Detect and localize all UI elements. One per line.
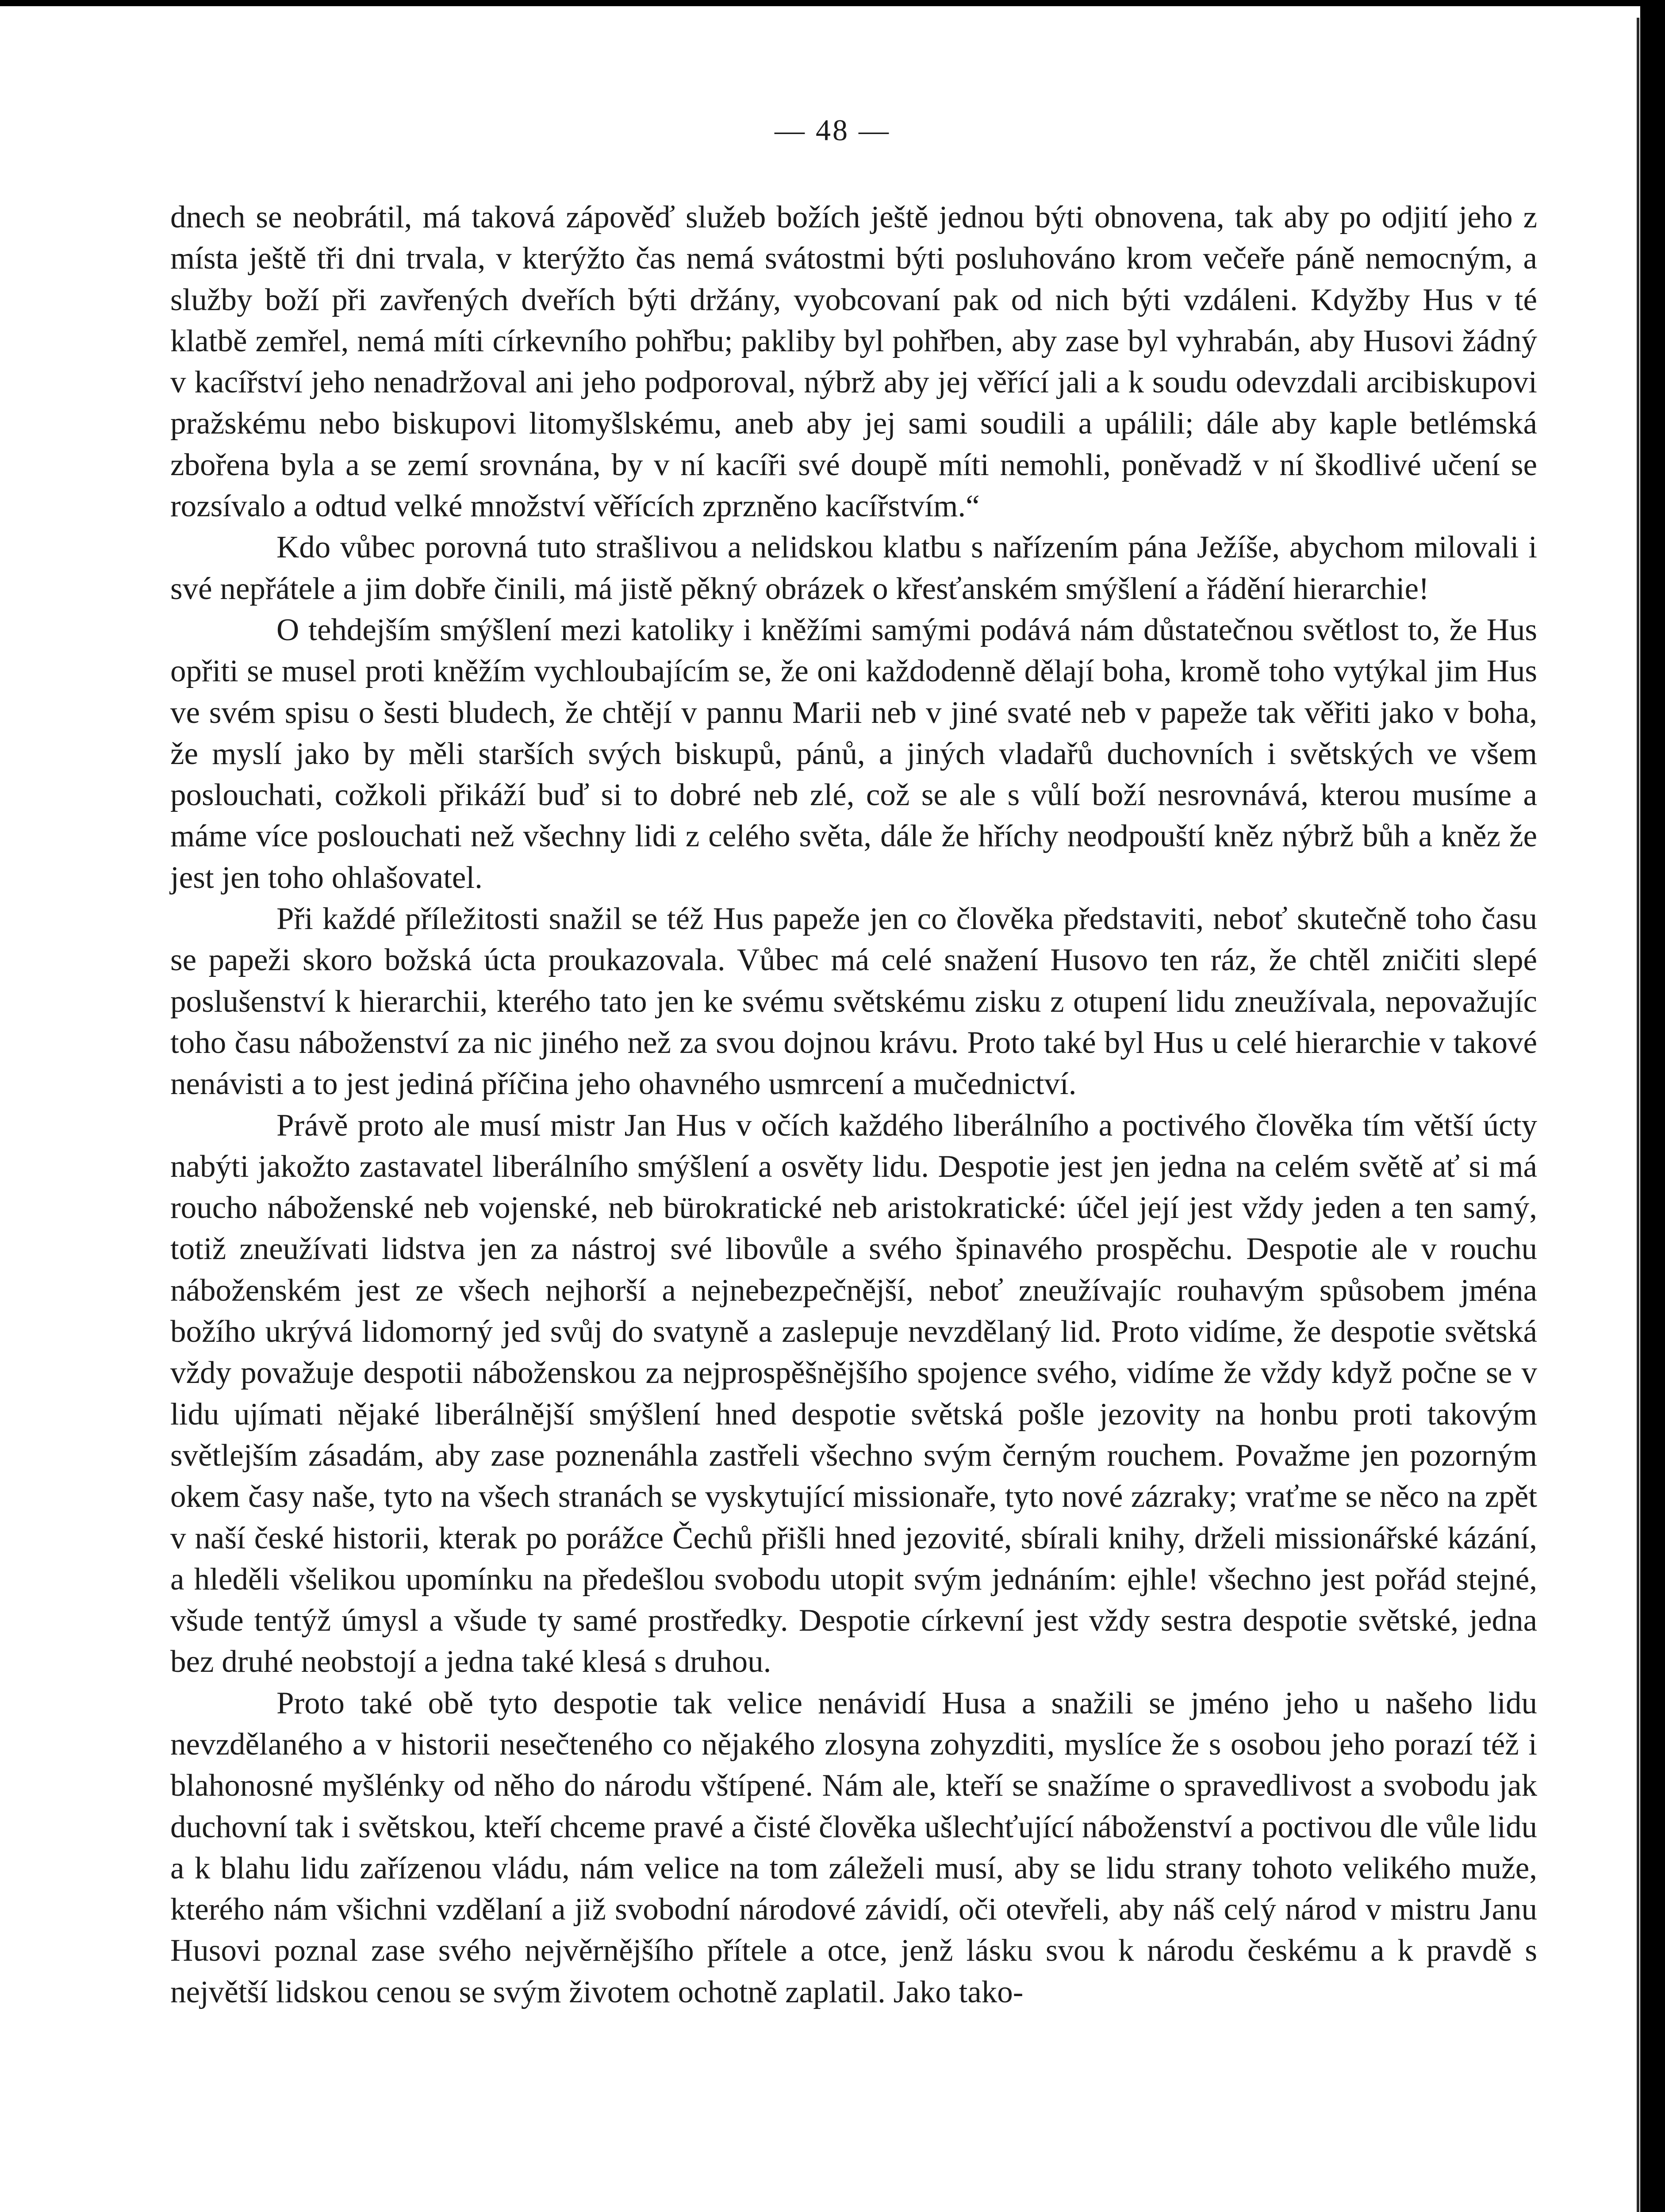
paragraph-4: Při každé příležitosti snažil se též Hus papeže jen co člověka představiti, neboť skutečně toho času se papeži skoro božská úcta proukazovala. Vůbec má celé snažení Husovo ten ráz, že chtěl zničiti slepé poslušenství k hierarchii, kterého tato jen ke svému světskému zisku z otupení lidu zneužívala, nepovažujíc toho času náboženství za nic jiného než za svou dojnou krávu. Proto také byl Hus u celé hierarchie v takové nenávisti a to jest jediná příčina jeho ohavného usmrcení a mučednictví. [170, 902, 1537, 1102]
scan-gutter-line [1637, 18, 1639, 2212]
scan-top-edge [0, 0, 1665, 6]
paragraph-6: Proto také obě tyto despotie tak velice nenávidí Husa a snažili se jméno jeho u našeho lidu nevzdělaného a v historii nesečteného co nějakého zlosyna zohyzditi, myslíce že s osobou jeho porazí též i blahonosné myšlénky od něho do národu vštípené. Nám ale, kteří se snažíme o spravedlivost a svobodu jak duchovní tak i světskou, kteří chceme pravé a čisté člověka ušlechťující náboženství a poctivou dle vůle lidu a k blahu lidu zařízenou vládu, nám velice na tom záleželi musí, aby se lidu strany tohoto velikého muže, kterého nám všichni vzdělaní a již svobodní národové závidí, oči otevřeli, aby náš celý národ v mistru Janu Husovi poznal zase svého nejvěrnějšího přítele a otce, jenž lásku svou k národu českému a k pravdě s největší lidskou cenou se svým životem ochotně zaplatil. Jako tako- [170, 1686, 1537, 2009]
paragraph-1: dnech se neobrátil, má taková zápověď služeb božích ještě jednou býti obnovena, tak aby po odjití jeho z místa ještě tři dni trvala, v kterýžto čas nemá svátostmi býti posluhováno krom večeře páně nemocným, a služby boží při zavřených dveřích býti držány, vyobcovaní pak od nich býti vzdáleni. Kdyžby Hus v té klatbě zemřel, nemá míti církevního pohřbu; pakliby byl pohřben, aby zase byl vyhrabán, aby Husovi žádný v kacířství jeho nenadržoval ani jeho podporoval, nýbrž aby jej věřící jali a k soudu odevzdali arcibiskupovi pražskému nebo biskupovi litomyšlskému, aneb aby jej sami soudili a upálili; dále aby kaple betlémská zbořena byla a se zemí srovnána, by v ní kacíři své doupě míti nemohli, poněvadž v ní škodlivé učení se rozsívalo a odtud velké množství věřících zprzněno kacířstvím.“ [170, 200, 1537, 524]
paragraph-5: Právě proto ale musí mistr Jan Hus v očích každého liberálního a poctivého člověka tím větší úcty nabýti jakožto zastavatel liberálního smýšlení a osvěty lidu. Despotie jest jen jedna na celém světě ať si má roucho náboženské neb vojenské, neb bürokratické neb aristokratické: účel její jest vždy jeden a ten samý, totiž zneužívati lidstva jen za nástroj své libovůle a svého špinavého prospěchu. Despotie ale v rouchu náboženském jest ze všech nejhorší a nejnebezpečnější, neboť zneužívajíc rouhavým spůsobem jména božího ukrývá lidomorný jed svůj do svatyně a zaslepuje nevzdělaný lid. Proto vidíme, že despotie světská vždy považuje despotii náboženskou za nejprospěšnějšího spojence svého, vidíme že vždy když počne se v lidu ujímati nějaké liberálnější smýšlení hned despotie světská pošle jezovity na honbu proti takovým světlejším zásadám, aby zase poznenáhla zastřeli všechno svým černým rouchem. Považme jen pozorným okem časy naše, tyto na všech stranách se vyskytující missionaře, tyto nové zázraky; vraťme se něco na zpět v naší české historii, kterak po porážce Čechů přišli hned jezovité, sbírali knihy, drželi missionářské kázání, a hleděli všelikou upomínku na předešlou svobodu utopit svým jednáním: ejhle! všechno jest pořád stejné, všude tentýž úmysl a všude ty samé prostředky. Despotie církevní jest vždy sestra despotie světské, jedna bez druhé neobstojí a jedna také klesá s druhou. [170, 1108, 1537, 1679]
body-text [170, 197, 1537, 2013]
page-number: — 48 — [775, 113, 890, 147]
scan-right-edge [1640, 0, 1665, 2212]
paragraph-2: Kdo vůbec porovná tuto strašlivou a nelidskou klatbu s nařízením pána Ježíše, abychom milovali i své nepřátele a jim dobře činili, má jistě pěkný obrázek o křesťanském smýšlení a řádění hierarchie! [170, 530, 1537, 606]
paragraph-3: O tehdejším smýšlení mezi katoliky i kněžími samými podává nám důstatečnou světlost to, že Hus opřiti se musel proti kněžím vychloubajícím se, že oni každodenně dělají boha, kromě toho vytýkal jim Hus ve svém spisu o šesti bludech, že chtějí v pannu Marii neb v jiné svaté neb v papeže tak věřiti jako v boha, že myslí jako by měli starších svých biskupů, pánů, a jiných vladařů duchovních i světských ve všem poslouchati, cožkoli přikáží buď si to dobré neb zlé, což se ale s vůlí boží nesrovnává, kterou musíme a máme více poslouchati než všechny lidi z celého světa, dále že hříchy neodpouští kněz nýbrž bůh a kněz že jest jen toho ohlašovatel. [170, 612, 1537, 895]
